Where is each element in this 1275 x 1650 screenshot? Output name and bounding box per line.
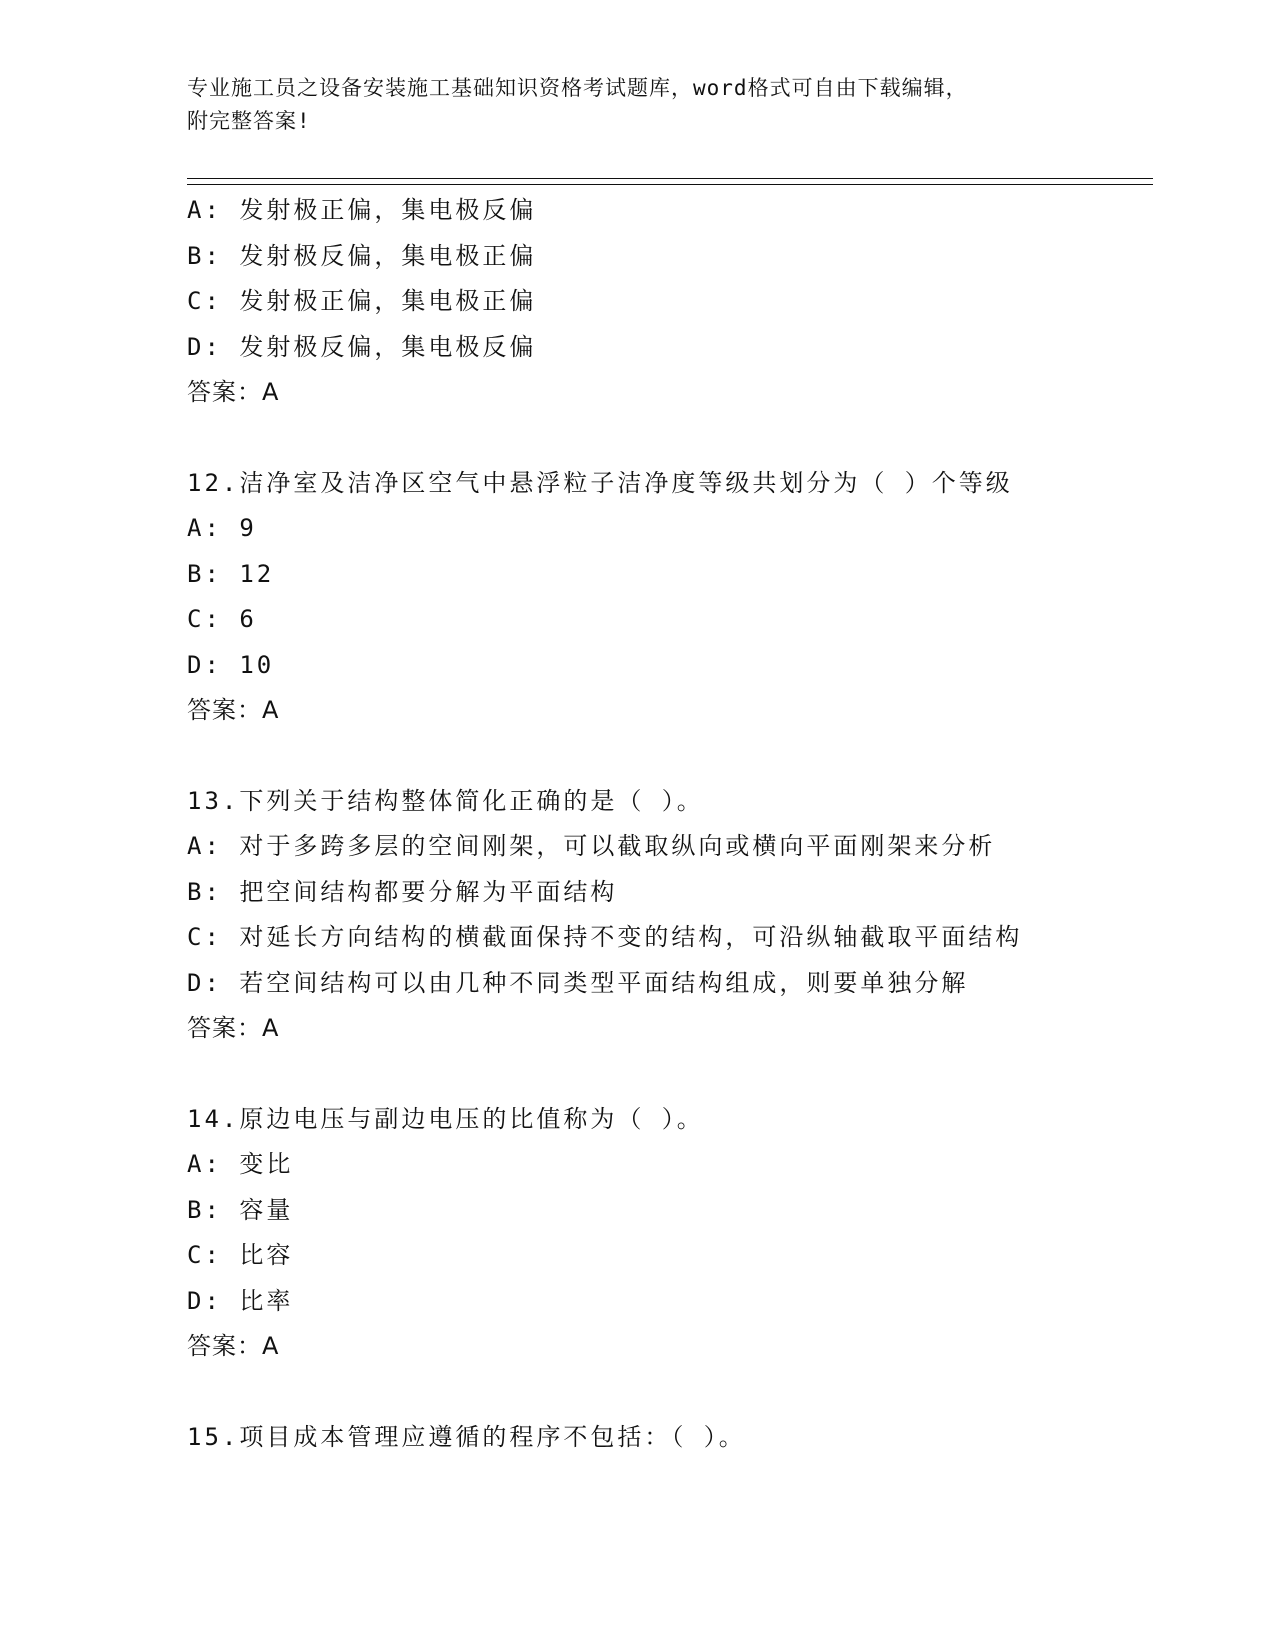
answer: 答案：A bbox=[187, 378, 280, 406]
option-a: A: 对于多跨多层的空间刚架，可以截取纵向或横向平面刚架来分析 bbox=[187, 832, 996, 860]
option-c: C: 6 bbox=[187, 605, 257, 633]
spacer bbox=[187, 416, 1167, 461]
question-14 bbox=[187, 1097, 1167, 1370]
option-a: A: 变比 bbox=[187, 1150, 294, 1178]
option-b: B: 12 bbox=[187, 559, 275, 588]
header-line-2: 附完整答案! bbox=[187, 109, 311, 133]
question-13 bbox=[187, 779, 1167, 1052]
answer: 答案：A bbox=[187, 1014, 280, 1042]
option-d: D: 10 bbox=[187, 650, 275, 679]
spacer bbox=[187, 1052, 1167, 1097]
option-d: D: 若空间结构可以由几种不同类型平面结构组成，则要单独分解 bbox=[187, 968, 969, 997]
document-header bbox=[187, 72, 1087, 138]
question-11-options bbox=[187, 188, 1167, 416]
option-c: C: 对延长方向结构的横截面保持不变的结构，可沿纵轴截取平面结构 bbox=[187, 923, 1023, 951]
option-b: B: 容量 bbox=[187, 1195, 294, 1224]
option-b: B: 把空间结构都要分解为平面结构 bbox=[187, 877, 618, 906]
spacer bbox=[187, 734, 1167, 779]
option-b: B: 发射极反偏，集电极正偏 bbox=[187, 241, 537, 270]
header-divider-top bbox=[187, 178, 1153, 179]
option-d: D: 发射极反偏，集电极反偏 bbox=[187, 332, 537, 361]
answer: 答案：A bbox=[187, 696, 280, 724]
question-content bbox=[187, 188, 1167, 1460]
spacer bbox=[187, 1370, 1167, 1415]
option-c: C: 比容 bbox=[187, 1241, 294, 1269]
answer: 答案：A bbox=[187, 1332, 280, 1360]
question-text: 15.项目成本管理应遵循的程序不包括：（ ）。 bbox=[187, 1422, 746, 1451]
option-c: C: 发射极正偏，集电极正偏 bbox=[187, 287, 537, 315]
header-divider-bottom bbox=[187, 184, 1153, 185]
question-text: 13.下列关于结构整体简化正确的是（ ）。 bbox=[187, 786, 704, 815]
option-d: D: 比率 bbox=[187, 1286, 294, 1315]
question-15 bbox=[187, 1415, 1167, 1461]
header-line-1: 专业施工员之设备安装施工基础知识资格考试题库，word格式可自由下载编辑， bbox=[187, 76, 968, 100]
question-text: 14.原边电压与副边电压的比值称为（ ）。 bbox=[187, 1104, 704, 1133]
option-a: A: 9 bbox=[187, 514, 257, 542]
question-text: 12.洁净室及洁净区空气中悬浮粒子洁净度等级共划分为（ ）个等级 bbox=[187, 468, 1013, 497]
question-12 bbox=[187, 461, 1167, 734]
option-a: A: 发射极正偏，集电极反偏 bbox=[187, 196, 537, 224]
